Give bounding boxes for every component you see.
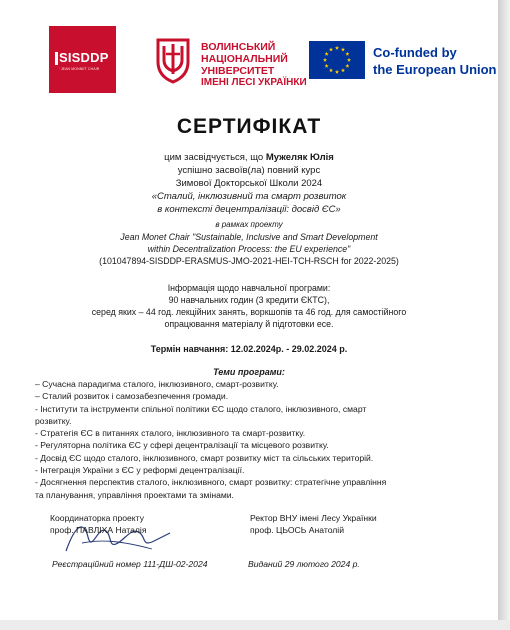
school-line: Зимової Докторської Школи 2024: [175, 178, 323, 189]
topic-item: розвитку.: [35, 415, 72, 426]
coordinator-title: Координаторка проекту: [50, 513, 144, 523]
eu-cofunded-text: [373, 44, 497, 78]
rector-title: Ректор ВНУ імені Лесу Українки: [250, 513, 377, 523]
project-line: Jean Monet Chair "Sustainable, Inclusive and Smart Development: [120, 232, 378, 242]
university-name-line: УНІВЕРСИТЕТ: [201, 65, 275, 77]
university-name-line: НАЦІОНАЛЬНИЙ: [201, 53, 288, 65]
recipient-name: Мужеляк Юлія: [265, 152, 334, 163]
topic-item: - Регуляторна політика ЄС у сфері децентралізації та місцевого розвитку.: [35, 440, 329, 451]
project-code: (101047894-SISDDP-ERASMUS-JMO-2021-HEI-TCH-RSCH for 2022-2025): [99, 256, 399, 266]
certificate-title: СЕРТИФІКАТ: [176, 115, 322, 138]
within-project-line: в рамках проекту: [215, 220, 283, 229]
info-line: Інформація щодо навчальної програми:: [167, 283, 331, 293]
coordinator-signature-block: [50, 512, 146, 536]
topic-item: - Стратегія ЄС в питаннях сталого, інклюзивного та смарт-розвитку.: [35, 428, 306, 439]
topic-item: – Сучасна парадигма сталого, інклюзивного, смарт-розвитку.: [35, 379, 279, 389]
registration-number: Реєстраційний номер 111-ДШ-02-2024: [52, 559, 208, 569]
university-emblem-icon: [154, 36, 192, 84]
coordinator-name: проф. ПАВЛІХА Наталія: [50, 525, 147, 535]
topics-list: [35, 378, 470, 501]
eu-flag-icon: [309, 41, 365, 79]
sisddp-logo-subtext: ’ JEAN MONNET CHAIR: [59, 67, 100, 71]
logo-mark: [55, 52, 58, 65]
course-title-line: в контексті децентралізації: досвід ЄС»: [157, 204, 341, 215]
project-line: within Decentralization Process: the EU experience": [147, 244, 351, 254]
topic-item: - Інтеграція України з ЄС у реформі децентралізації.: [35, 465, 245, 476]
topics-heading: Теми програми:: [213, 367, 285, 377]
eu-text-line: the European Union: [373, 62, 497, 77]
topic-item: - Інститути та інструменти спільної політики ЄС щодо сталого, інклюзивного, смарт: [35, 403, 367, 414]
certifies-line: [0, 152, 498, 164]
university-name: [201, 41, 307, 89]
university-name-line: ВОЛИНСЬКИЙ: [201, 41, 276, 53]
topic-item: та планування, управління проектами та змінами.: [35, 489, 234, 500]
course-title-line: «Сталий, інклюзивний та смарт розвиток: [151, 191, 347, 202]
rector-name: проф. ЦЬОСЬ Анатолій: [250, 525, 345, 535]
page-bottom-shadow: [0, 620, 510, 630]
topic-item: - Досвід ЄС щодо сталого, інклюзивного, смарт розвитку міст та сільських територій.: [35, 452, 374, 463]
term-line: Термін навчання: 12.02.2024р. - 29.02.2024 р.: [150, 344, 348, 354]
info-line: серед яких – 44 год. лекційних занять, воркшопів та 46 год. для самостійного: [91, 307, 407, 317]
info-line: опрацювання матеріалу й підготовки есе.: [164, 319, 334, 329]
sisddp-logo-text: SISDDP: [59, 50, 109, 65]
eu-text-line: Co-funded by: [373, 45, 457, 60]
university-name-line: ІМЕНІ ЛЕСІ УКРАЇНКИ: [201, 77, 307, 88]
issue-date: Виданий 29 лютого 2024 р.: [248, 559, 360, 569]
topic-item: - Досягнення перспектив сталого, інклюзивного, смарт розвитку: стратегічне управління: [35, 477, 387, 488]
certifies-prefix: цим засвідчується, що: [164, 152, 266, 163]
topic-item: – Сталий розвиток і самозабезпечення громади.: [35, 391, 229, 402]
info-line: 90 навчальних годин (3 кредити ЄКТС),: [168, 295, 330, 305]
rector-signature-block: [250, 512, 377, 536]
page-edge-shadow: [498, 0, 510, 630]
sisddp-logo: [49, 26, 116, 93]
completed-line: успішно засвоїв(ла) повний курс: [177, 165, 321, 176]
